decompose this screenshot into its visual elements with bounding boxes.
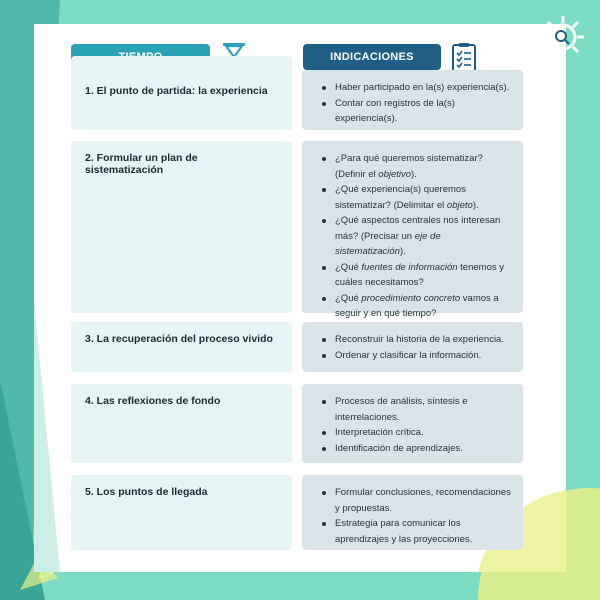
step-label-1: 1. El punto de partida: la experiencia <box>85 85 268 97</box>
indication-item <box>321 182 513 213</box>
indication-list-4 <box>321 394 513 456</box>
indication-text: tenemos y cuáles necesitamos? <box>335 261 504 288</box>
indication-emphasis: objeto <box>446 199 473 211</box>
checklist-icon <box>451 42 477 72</box>
indication-text: Contar con registros de la(s) experiencia(s). <box>335 97 455 124</box>
indication-item <box>321 291 513 322</box>
indication-item <box>321 260 513 291</box>
step-label-5: 5. Los puntos de llegada <box>85 486 208 498</box>
indication-text: Interpretación crítica. <box>335 427 424 438</box>
indication-item <box>321 151 513 182</box>
indication-text: ¿Qué <box>335 292 362 304</box>
indication-list-3 <box>321 332 513 363</box>
indication-text: ¿Qué aspectos centrales nos interesan más? (Precisar un <box>335 215 501 242</box>
indication-text: ¿Qué experiencia(s) queremos sistematizar? (Delimitar el <box>335 184 466 211</box>
indication-text: Identificación de aprendizajes. <box>335 442 463 454</box>
indication-item <box>321 80 513 96</box>
indication-item <box>321 213 513 260</box>
indication-text: Haber participado en la(s) experiencia(s). <box>335 82 510 93</box>
indication-emphasis: eje de sistematización <box>335 230 441 257</box>
indication-item <box>321 394 513 425</box>
indication-emphasis: procedimiento concreto <box>361 292 461 304</box>
step-box-3 <box>71 322 292 372</box>
indication-list-1 <box>321 80 513 127</box>
indication-item <box>321 441 513 457</box>
indication-item <box>321 516 513 547</box>
indication-box-5 <box>302 475 523 550</box>
indication-list-2 <box>321 151 513 322</box>
indication-list-5 <box>321 485 513 547</box>
indication-item <box>321 425 513 441</box>
step-label-3: 3. La recuperación del proceso vivido <box>85 333 273 345</box>
indication-text: ). <box>472 199 479 211</box>
indication-text: vamos a seguir y en qué tiempo? <box>335 292 499 319</box>
indication-text: ). <box>411 168 417 180</box>
indication-text: Reconstruir la historia de la experiencia. <box>335 334 504 345</box>
indication-text: ¿Para qué queremos sistematizar? (Definir el <box>335 153 483 180</box>
header-indicaciones-label: INDICACIONES <box>330 51 414 63</box>
indication-text: Ordenar y clasificar la información. <box>335 349 482 361</box>
step-box-2 <box>71 141 292 313</box>
step-box-1 <box>71 56 292 130</box>
indication-emphasis: objetivo <box>378 168 412 180</box>
step-box-4 <box>71 384 292 463</box>
indication-text: Estrategia para comunicar los aprendizajes y las proyecciones. <box>335 518 473 545</box>
indication-item <box>321 348 513 364</box>
step-box-5 <box>71 475 292 550</box>
indication-item <box>321 96 513 127</box>
indication-text: ¿Qué <box>335 261 362 273</box>
indication-text: Formular conclusiones, recomendaciones y propuestas. <box>335 487 511 514</box>
header-indicaciones <box>303 44 441 70</box>
indication-box-1 <box>302 70 523 130</box>
step-label-4: 4. Las reflexiones de fondo <box>85 395 221 407</box>
indication-box-3 <box>302 322 523 372</box>
gear-icon <box>538 12 588 62</box>
indication-emphasis: fuentes de información <box>361 261 458 273</box>
step-label-2: 2. Formular un plan de sistematización <box>85 152 198 176</box>
indication-box-2 <box>302 141 523 319</box>
indication-box-4 <box>302 384 523 463</box>
indication-item <box>321 332 513 348</box>
indication-item <box>321 485 513 516</box>
indication-text: ). <box>399 246 406 257</box>
indication-text: Procesos de análisis, síntesis e interrelaciones. <box>335 396 468 423</box>
